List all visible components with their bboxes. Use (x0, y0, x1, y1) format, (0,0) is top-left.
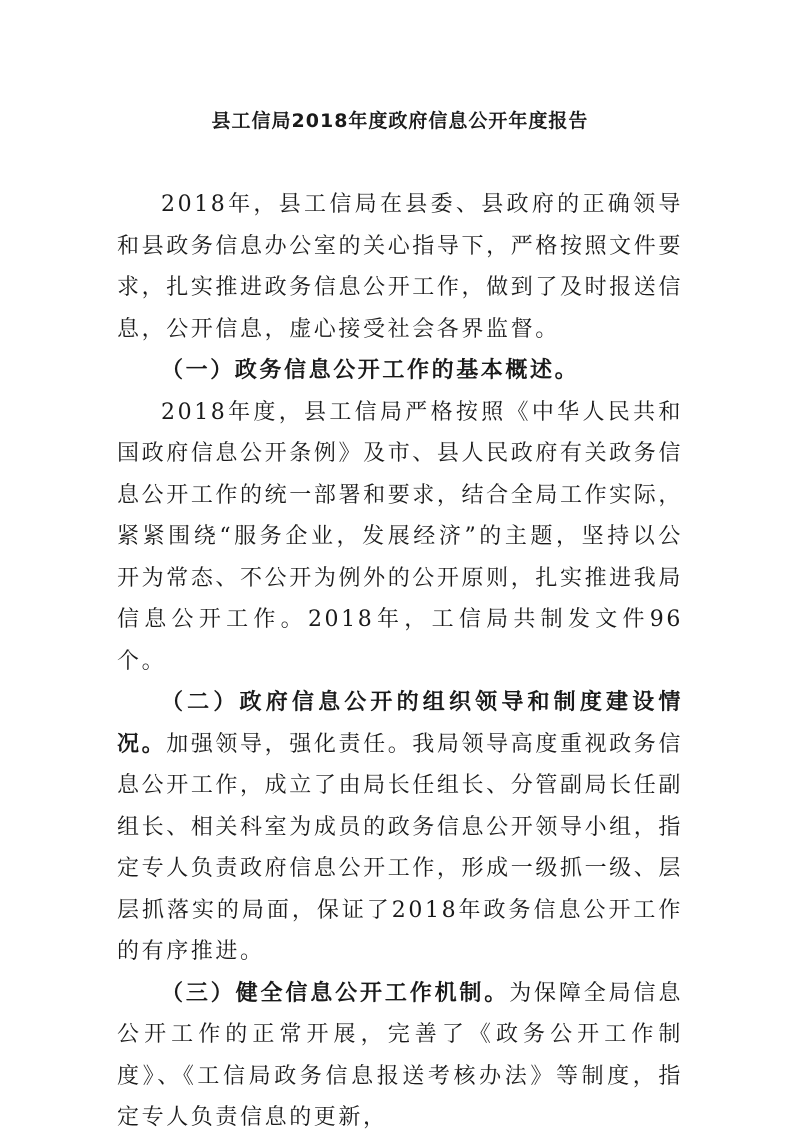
section3-paragraph (117, 973, 683, 1139)
section2-heading: （二）政府信息公开的组织领导和制度建设情况。 (117, 690, 683, 757)
document-body (117, 184, 683, 1139)
section1-heading: （一）政务信息公开工作的基本概述。 (161, 358, 580, 383)
document-title: 县工信局2018年度政府信息公开年度报告 (211, 110, 589, 132)
section3-body: 为保障全局信息公开工作的正常开展，完善了《政务公开工作制度》、《工信局政务信息报送考核办法》等制度，指定专人负责信息的更新， (117, 980, 684, 1130)
intro-paragraph: 2018年，县工信局在县委、县政府的正确领导和县政务信息办公室的关心指导下，严格按照文件要求，扎实推进政务信息公开工作，做到了及时报送信息，公开信息，虚心接受社会各界监督。 (117, 192, 683, 342)
section1-paragraph: 2018年度，县工信局严格按照《中华人民共和国政府信息公开条例》及市、县人民政府有关政务信息公开工作的统一部署和要求，结合全局工作实际，紧紧围绕“服务企业，发展经济”的主题，坚持以公开为常态、不公开为例外的公开原则，扎实推进我局信息公开工作。2018年，工信局共制发文件96个。 (117, 399, 683, 674)
section2-paragraph (117, 682, 683, 973)
section2-body: 加强领导，强化责任。我局领导高度重视政务信息公开工作，成立了由局长任组长、分管副局长任副组长、相关科室为成员的政务信息公开领导小组，指定专人负责政府信息公开工作，形成一级抓一级、层层抓落实的局面，保证了2018年政务信息公开工作的有序推进。 (117, 731, 683, 964)
section3-heading: （三）健全信息公开工作机制。 (161, 980, 510, 1006)
